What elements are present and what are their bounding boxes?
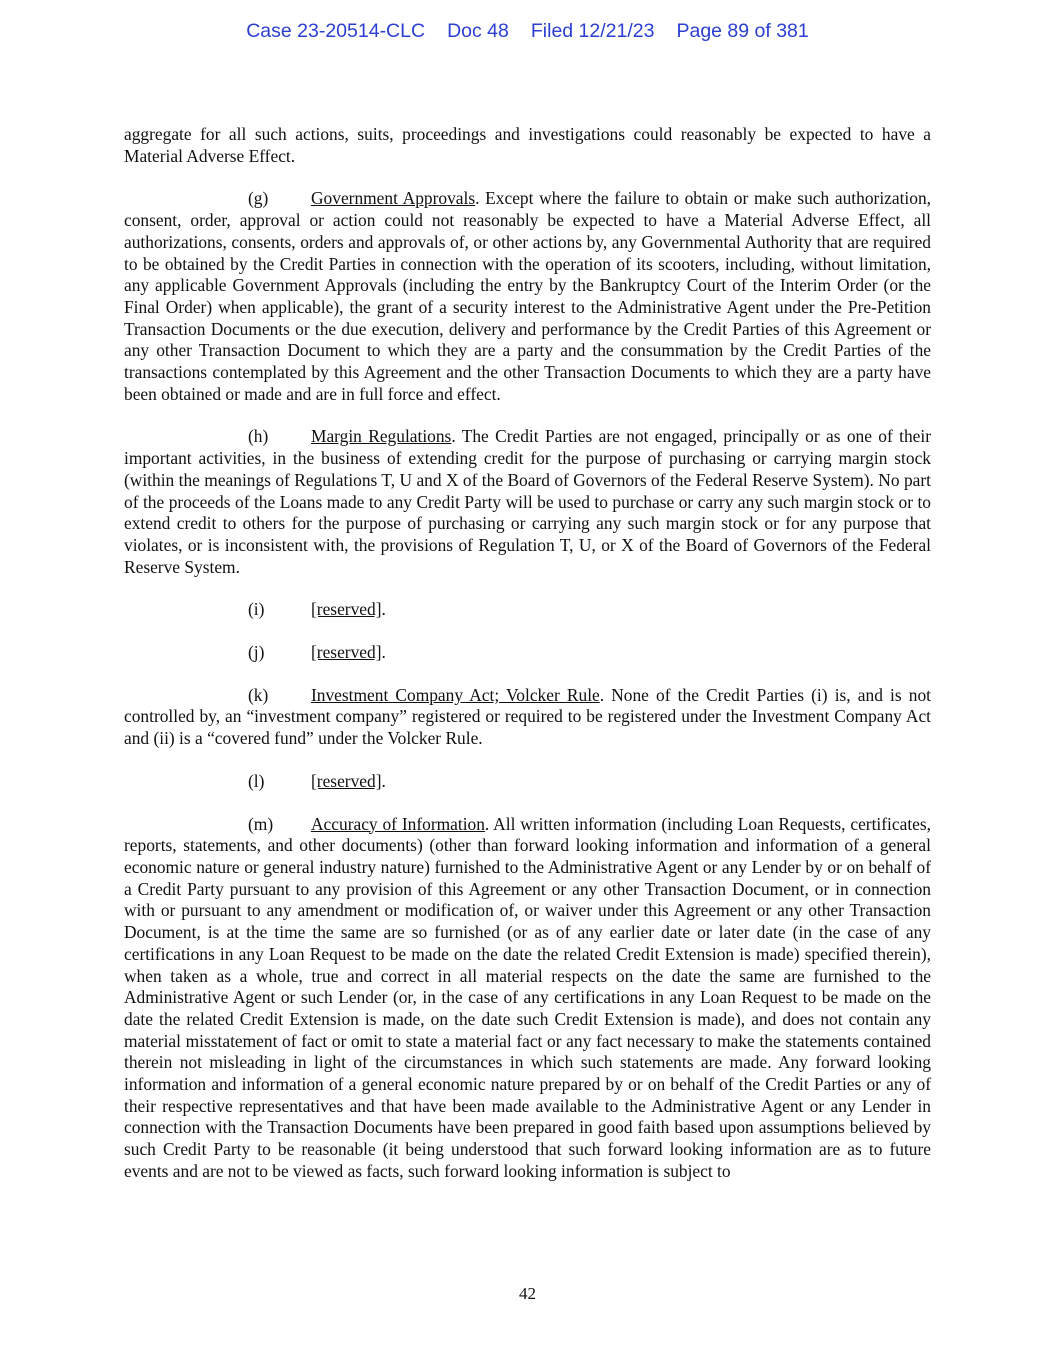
doc-number: Doc 48	[447, 20, 509, 42]
paragraph-g	[124, 188, 931, 405]
section-heading: [reserved]	[311, 642, 382, 663]
paragraph-continuation: aggregate for all such actions, suits, proceedings and investigations could reasonably be expected to have a Material Adverse Effect.	[124, 124, 931, 166]
section-label: (g)	[248, 188, 269, 209]
section-label: (k)	[248, 684, 269, 705]
paragraph-k	[124, 685, 931, 750]
case-header	[0, 20, 1055, 43]
section-text: .	[381, 770, 386, 791]
paragraph-h	[124, 426, 931, 578]
section-heading: [reserved]	[311, 770, 382, 791]
section-text: .	[381, 599, 386, 620]
section-heading: Investment Company Act; Volcker Rule	[311, 684, 600, 705]
filed-date: Filed 12/21/23	[530, 20, 655, 42]
page-number: 42	[519, 1284, 536, 1303]
case-number: Case 23-20514-CLC	[246, 20, 426, 42]
section-label: (i)	[248, 599, 265, 620]
section-text: .	[381, 642, 386, 663]
section-text: . All written information (including Loan Requests, certificates, reports, statements, and other documents) (other than forward looking information and information of a general economic nature or general industry nature) furnished to the Administrative Agent or any Lender by or on behalf of a Credit Party pursuant to any provision of this Agreement or any other Transaction Document, or in connection with or pursuant to any amendment or modification of, or waiver under this Agreement or any other Transaction Document, is at the time the same are so furnished (or as of any earlier date or later date (in the case of any certifications in any Loan Request to be made on the date the related Credit Extension is made) specified therein), when taken as a whole, true and correct in all material respects on the date the same are furnished to the Administrative Agent or such Lender (or, in the case of any certifications in any Loan Request to be made on the date the related Credit Extension is made, on the date such Credit Extension is made), and does not contain any material misstatement of fact or omit to state a material fact or any fact necessary to make the statements contained therein not misleading in light of the circumstances in which such statements are made. Any forward looking information and information of a general economic nature prepared by or on behalf of the Credit Parties or any of their respective representatives and that have been made available to the Administrative Agent or any Lender in connection with the Transaction Documents have been prepared in good faith based upon assumptions believed by such Credit Party to be reasonable (it being understood that such forward looking information are as to future events and are not to be viewed as facts, such forward looking information is subject to	[124, 813, 931, 1181]
section-heading: Accuracy of Information	[311, 813, 485, 834]
section-heading: Government Approvals	[311, 188, 476, 209]
section-text: . The Credit Parties are not engaged, principally or as one of their important activities, in the business of extending credit for the purpose of purchasing or carrying margin stock (within the meanings of Regulations T, U and X of the Board of Governors of the Federal Reserve System). No part of the proceeds of the Loans made to any Credit Party will be used to purchase or carry any such margin stock or to extend credit to others for the purpose of purchasing or carrying any such margin stock or for any purpose that violates, or is inconsistent with, the provisions of Regulation T, U, or X of the Board of Governors of the Federal Reserve System.	[124, 426, 931, 577]
paragraph-m	[124, 814, 931, 1183]
section-text: . None of the Credit Parties (i) is, and is not controlled by, an “investment company” registered or required to be registered under the Investment Company Act and (ii) is a “covered fund” under the Volcker Rule.	[124, 684, 931, 749]
section-label: (j)	[248, 642, 265, 663]
section-text: . Except where the failure to obtain or make such authorization, consent, order, approval or action could not reasonably be expected to have a Material Adverse Effect, all authorizations, consents, orders and approvals of, or other actions by, any Governmental Authority that are required to be obtained by the Credit Parties in connection with the operation of its scooters, including, without limitation, any applicable Government Approvals (including the entry by the Bankruptcy Court of the Interim Order (or the Final Order) when applicable), the grant of a security interest to the Administrative Agent under the Pre-Petition Transaction Documents or the due execution, delivery and performance by the Credit Parties of this Agreement or any other Transaction Document to which they are a party and the consummation by the Credit Parties of the transactions contemplated by this Agreement and the other Transaction Documents to which they are a party have been obtained or made and are in full force and effect.	[124, 188, 931, 404]
section-heading: Margin Regulations	[311, 426, 452, 447]
section-label: (h)	[248, 426, 269, 447]
section-label: (m)	[248, 813, 274, 834]
paragraph-i	[124, 599, 931, 621]
section-label: (l)	[248, 770, 265, 791]
page-of-total: Page 89 of 381	[676, 20, 809, 42]
section-heading: [reserved]	[311, 599, 382, 620]
paragraph-j	[124, 642, 931, 664]
document-body	[124, 124, 931, 1204]
paragraph-l	[124, 771, 931, 793]
